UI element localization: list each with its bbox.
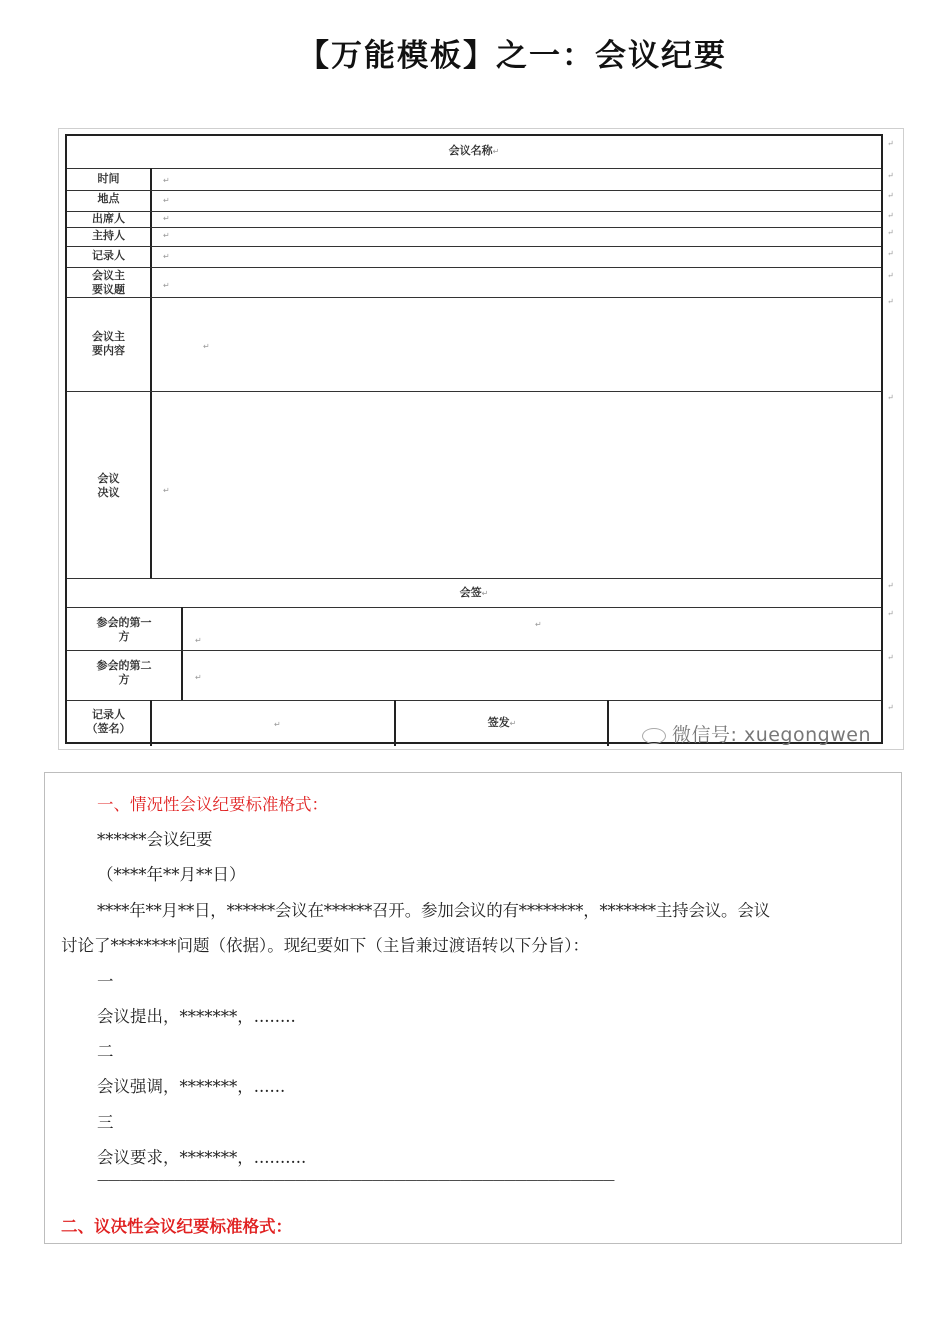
section-heading-2: 二、议决性会议纪要标准格式： bbox=[61, 1217, 292, 1236]
topic-label: 会议主 要议题 bbox=[92, 269, 125, 296]
wechat-icon bbox=[642, 728, 666, 744]
separator-line: ——————————————————————————————————————————————— bbox=[97, 1173, 614, 1187]
item-number-2: 二 bbox=[97, 1042, 114, 1061]
attendees-label: 出席人 bbox=[92, 212, 125, 225]
item-text-1: 会议提出，*******，........ bbox=[97, 1007, 296, 1026]
time-label: 时间 bbox=[97, 172, 120, 185]
section-heading-1: 一、情况性会议纪要标准格式： bbox=[97, 795, 328, 814]
party2-label: 参会的第二 方 bbox=[96, 659, 152, 686]
place-label: 地点 bbox=[97, 192, 120, 205]
date-line: （****年**月**日） bbox=[97, 865, 246, 884]
item-number-3: 三 bbox=[97, 1113, 114, 1132]
document-title: 【万能模板】之一：会议纪要 bbox=[298, 38, 727, 74]
meeting-minutes-form: 会议名称↵ 时间 ↵ 地点 ↵ 出席人 ↵ 主持人 ↵ 记录人 ↵ 会议主 要议题 ↵ 会议主 要内容 ↵ 会议 决议 ↵ 会签↵ 参会的第一 方 ↵ ↵ 参会的第二 方 ↵ 记录人 （签名） ↵ 签发↵ 微信号: xuegongwen bbox=[65, 134, 883, 744]
resolution-label: 会议 决议 bbox=[97, 472, 120, 499]
recorder-label: 记录人 bbox=[92, 249, 125, 262]
host-label: 主持人 bbox=[92, 229, 125, 242]
meeting-minutes-form-image: 会议名称↵ 时间 ↵ 地点 ↵ 出席人 ↵ 主持人 ↵ 记录人 ↵ 会议主 要议题 ↵ 会议主 要内容 ↵ 会议 决议 ↵ 会签↵ 参会的第一 方 ↵ ↵ 参会的第二 方 ↵ 记录人 （签名） ↵ 签发↵ 微信号: xuegongwen ↵ ↵ ↵ ↵ ↵ ↵ ↵ ↵ ↵ ↵ ↵ ↵ ↵ bbox=[58, 128, 904, 750]
item-number-1: 一 bbox=[97, 972, 114, 991]
minutes-format-textbox bbox=[44, 772, 902, 1244]
wechat-watermark: 微信号: xuegongwen bbox=[642, 720, 871, 747]
party1-label: 参会的第一 方 bbox=[96, 616, 152, 643]
minutes-name-line: ******会议纪要 bbox=[97, 830, 213, 849]
item-text-3: 会议要求，*******，.......... bbox=[97, 1148, 307, 1167]
item-text-2: 会议强调，*******，...... bbox=[97, 1077, 286, 1096]
recorder-signature-label: 记录人 （签名） bbox=[86, 708, 131, 735]
countersign-label: 会签↵ bbox=[459, 586, 489, 599]
paragraph-line-1: ****年**月**日，******会议在******召开。参加会议的有********，*******主持会议。会议 bbox=[97, 901, 770, 920]
paragraph-line-2: 讨论了********问题（依据）。现纪要如下（主旨兼过渡语转以下分旨）： bbox=[61, 936, 589, 955]
content-label: 会议主 要内容 bbox=[92, 330, 125, 357]
meeting-name-label: 会议名称↵ bbox=[448, 144, 500, 157]
issue-label: 签发↵ bbox=[487, 716, 517, 729]
